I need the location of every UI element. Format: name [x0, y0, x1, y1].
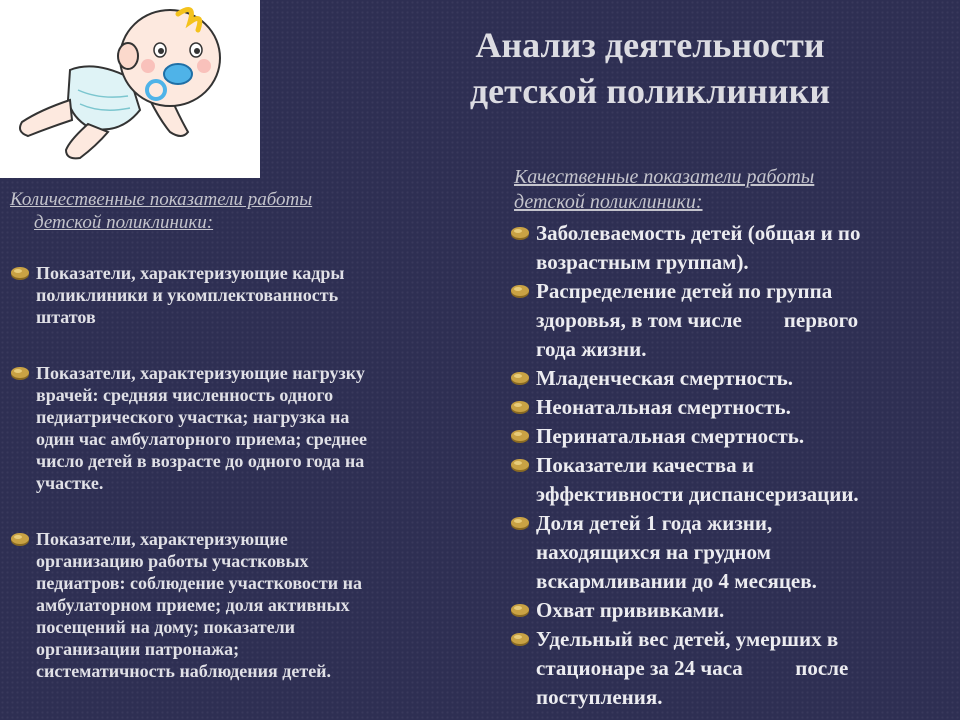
page-title	[400, 22, 900, 114]
list-item	[510, 509, 955, 596]
gold-bullet-icon	[510, 370, 530, 386]
item-text-line: находящихся на грудном	[536, 540, 771, 564]
heading-line-1: Количественные показатели работы	[10, 189, 313, 210]
title-line-1: Анализ деятельности	[475, 25, 825, 65]
item-text-line: Перинатальная смертность.	[536, 424, 805, 448]
gold-bullet-icon	[510, 283, 530, 299]
item-text-line: Удельный вес детей, умерших в	[536, 627, 839, 651]
list-item	[10, 362, 480, 494]
item-text-line: участке.	[36, 473, 104, 493]
item-text-line: Неонатальная смертность.	[536, 395, 791, 419]
item-text-line: возрастным группам).	[536, 250, 749, 274]
gold-bullet-icon	[10, 365, 30, 381]
item-text-line: врачей: средняя численность одного	[36, 385, 334, 405]
list-item	[510, 451, 955, 509]
item-text-line: педиатров: соблюдение участковости на	[36, 573, 363, 593]
list-item	[510, 625, 955, 712]
item-text-line: эффективности диспансеризации.	[536, 482, 859, 506]
item-text-line: амбулаторном приеме; доля активных	[36, 595, 350, 615]
item-text-line: поликлиники и укомплектованность	[36, 285, 339, 305]
gold-bullet-icon	[510, 399, 530, 415]
item-text-line: года жизни.	[536, 337, 647, 361]
item-text-line: число детей в возрасте до одного года на	[36, 451, 365, 471]
list-item	[10, 262, 480, 328]
item-text-line: Показатели, характеризующие нагрузку	[36, 363, 365, 383]
heading-line-2: детской поликлиники:	[514, 191, 703, 213]
qualitative-section	[510, 165, 955, 712]
item-text-line: Заболеваемость детей (общая и по	[536, 221, 861, 245]
qualitative-list	[510, 219, 955, 712]
item-text-line: Показатели качества и	[536, 453, 754, 477]
gold-bullet-icon	[510, 602, 530, 618]
item-text-line: Распределение детей по группа	[536, 279, 833, 303]
baby-with-pacifier-icon	[0, 0, 260, 178]
item-text-line: поступления.	[536, 685, 663, 709]
gold-bullet-icon	[510, 515, 530, 531]
list-item	[510, 277, 955, 364]
qualitative-heading	[510, 165, 955, 215]
gold-bullet-icon	[510, 457, 530, 473]
list-item	[510, 393, 955, 422]
list-item	[510, 219, 955, 277]
gold-bullet-icon	[10, 531, 30, 547]
item-text-line: Доля детей 1 года жизни,	[536, 511, 773, 535]
item-text-line: организации патронажа;	[36, 639, 240, 659]
list-item	[510, 422, 955, 451]
title-line-2: детской поликлиники	[469, 71, 831, 111]
item-text-line: Показатели, характеризующие кадры	[36, 263, 345, 283]
item-text-line: Охват прививками.	[536, 598, 725, 622]
list-item	[10, 528, 480, 682]
item-text-line: педиатрического участка; нагрузка на	[36, 407, 350, 427]
item-text-line: Показатели, характеризующие	[36, 529, 288, 549]
quantitative-section	[10, 188, 480, 716]
item-text-line: один час амбулаторного приема; среднее	[36, 429, 368, 449]
baby-illustration	[0, 0, 260, 178]
item-text-line: систематичность наблюдения детей.	[36, 661, 332, 681]
item-text-line: штатов	[36, 307, 96, 327]
gold-bullet-icon	[510, 631, 530, 647]
list-item	[510, 364, 955, 393]
gold-bullet-icon	[510, 428, 530, 444]
heading-line-1: Качественные показатели работы	[514, 166, 815, 188]
item-text-line: стационаре за 24 часа после	[536, 656, 849, 680]
heading-line-2: детской поликлиники:	[34, 212, 214, 233]
quantitative-list	[10, 262, 480, 682]
quantitative-heading	[10, 188, 480, 234]
item-text-line: посещений на дому; показатели	[36, 617, 296, 637]
item-text-line: вскармливании до 4 месяцев.	[536, 569, 817, 593]
item-text-line: Младенческая смертность.	[536, 366, 794, 390]
list-item	[510, 596, 955, 625]
item-text-line: организацию работы участковых	[36, 551, 309, 571]
item-text-line: здоровья, в том числе первого	[536, 308, 859, 332]
gold-bullet-icon	[510, 225, 530, 241]
gold-bullet-icon	[10, 265, 30, 281]
